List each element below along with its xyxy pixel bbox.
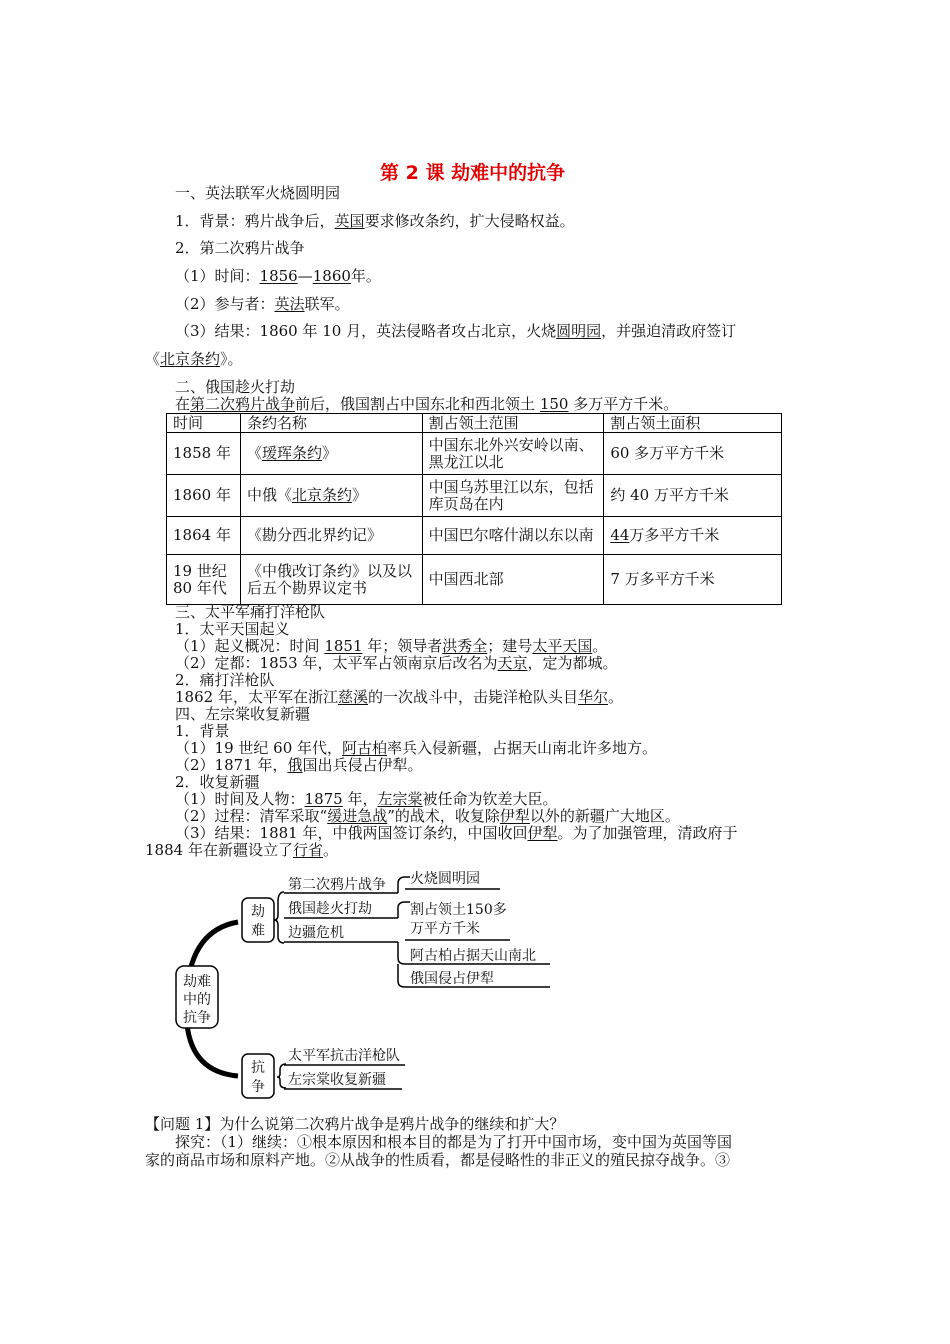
s4-sub1: 1．背景	[175, 722, 230, 740]
svg-text:抗: 抗	[251, 1060, 265, 1076]
s4-r4: 1884 年在新疆设立了行省。	[145, 841, 338, 859]
leaf-territory-1: 割占领土150多	[410, 902, 507, 918]
s4-bg1: （1）19 世纪 60 年代，阿古柏率兵入侵新疆，占据天山南北许多地方。	[175, 739, 658, 757]
s1-participants: （2）参与者：英法联军。	[175, 295, 350, 313]
s4-r1: （1）时间及人物：1875 年，左宗棠被任命为钦差大臣。	[175, 790, 558, 808]
s1-result: （3）结果：1860 年 10 月，英法侵略者攻占北京，火烧圆明园，并强迫清政府签订	[175, 322, 737, 340]
section-1-heading: 一、英法联军火烧圆明园	[175, 184, 341, 202]
leaf-burn-yuanmingyuan: 火烧圆明园	[410, 871, 480, 887]
svg-text:劫: 劫	[251, 904, 265, 920]
question-answer-1: 探究：（1）继续：①根本原因和根本目的都是为了打开中国市场，变中国为英国等国	[175, 1133, 733, 1151]
branch-russia-plunder: 俄国趁火打劫	[288, 901, 372, 917]
question-answer-2: 家的商品市场和原料产地。②从战争的性质看，都是侵略性的非正义的殖民掠夺战争。③	[145, 1151, 731, 1169]
header-time: 时间	[167, 414, 241, 433]
header-scope: 割占领土范围	[422, 414, 604, 433]
s1-background: 1．背景：鸦片战争后，英国要求修改条约，扩大侵略权益。	[175, 212, 575, 230]
s1-result-cont: 《北京条约》。	[145, 350, 243, 368]
s3-sub1: 1．太平天国起义	[175, 620, 290, 638]
section-4-heading: 四、左宗棠收复新疆	[175, 705, 311, 723]
table-row: 1864 年 《勘分西北界约记》 中国巴尔喀什湖以东以南 44万多平方千米	[167, 517, 782, 555]
s3-sub2: 2．痛打洋枪队	[175, 671, 275, 689]
question-1: 【问题 1】为什么说第二次鸦片战争是鸦片战争的继续和扩大？	[145, 1115, 565, 1133]
branch-second-opium-war: 第二次鸦片战争	[288, 877, 386, 893]
table-row: 1860 年 中俄《北京条约》 中国乌苏里江以东，包括库页岛在内 约 40 万平方千米	[167, 475, 782, 517]
bracket-lower	[187, 1024, 238, 1076]
s1-time: （1）时间：1856—1860年。	[175, 267, 381, 285]
branch-zuo-zongtang: 左宗棠收复新疆	[288, 1072, 386, 1088]
s4-r3: （3）结果：1881 年，中俄两国签订条约，中国收回伊犁。为了加强管理，清政府于	[175, 824, 738, 842]
s2-intro: 在第二次鸦片战争前后，俄国割占中国东北和西北领土 150 多万平方千米。	[175, 395, 679, 413]
page-title: 第 2 课 劫难中的抗争	[380, 162, 566, 184]
table-row: 1858 年 《瑷珲条约》 中国东北外兴安岭以南、黑龙江以北 60 多万平方千米	[167, 433, 782, 475]
center-line-2: 中的	[183, 992, 211, 1008]
header-area: 割占领土面积	[604, 414, 782, 433]
header-treaty: 条约名称	[240, 414, 422, 433]
s3-capital: （2）定都：1853 年，太平军占领南京后改名为天京，定为都城。	[175, 654, 618, 672]
leaf-russia-ili: 俄国侵占伊犁	[410, 971, 494, 987]
center-line-1: 劫难	[183, 974, 211, 990]
s4-bg2: （2）1871 年，俄国出兵侵占伊犁。	[175, 756, 423, 774]
branch-border-crisis: 边疆危机	[288, 925, 344, 941]
table-row: 19 世纪 80 年代 《中俄改订条约》以及以后五个勘界议定书 中国西北部 7 万多平方千米	[167, 555, 782, 605]
svg-text:争: 争	[251, 1079, 265, 1095]
leaf-yakub-beg: 阿古柏占据天山南北	[410, 948, 536, 964]
branch-taiping: 太平军抗击洋枪队	[288, 1048, 400, 1064]
s3-battle: 1862 年，太平军在浙江慈溪的一次战斗中，击毙洋枪队头目华尔。	[175, 688, 624, 706]
svg-text:难: 难	[251, 923, 265, 939]
leaf-territory-2: 万平方千米	[410, 921, 480, 937]
s1-war-heading: 2．第二次鸦片战争	[175, 239, 305, 257]
s3-uprising: （1）起义概况：时间 1851 年；领导者洪秀全；建号太平天国。	[175, 637, 608, 655]
s4-r2: （2）过程：清军采取“缓进急战”的战术，收复除伊犁以外的新疆广大地区。	[175, 807, 680, 825]
section-3-heading: 三、太平军痛打洋枪队	[175, 603, 326, 621]
center-line-3: 抗争	[183, 1010, 211, 1026]
s4-sub2: 2．收复新疆	[175, 773, 260, 791]
section-2-heading: 二、俄国趁火打劫	[175, 378, 296, 396]
